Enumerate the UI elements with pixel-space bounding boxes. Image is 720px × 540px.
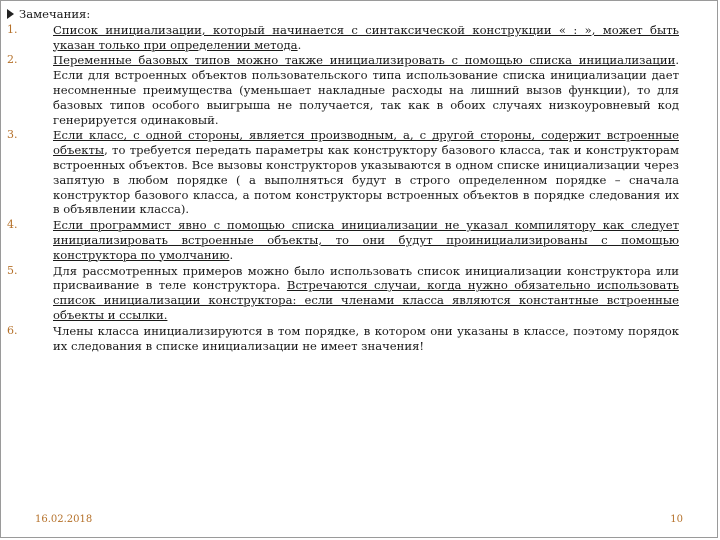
item-number: 3.: [7, 128, 18, 142]
item-text-underlined: Переменные базовых типов можно также инициализировать с помощью списка инициализации: [53, 53, 676, 68]
item-text: [53, 128, 679, 217]
item-text: [53, 218, 679, 262]
item-number: 2.: [7, 53, 18, 67]
list-item: [7, 218, 679, 262]
notes-list: [7, 23, 679, 354]
item-text-plain: .: [297, 37, 302, 52]
item-text-plain: Для рассмотренных примеров можно было использовать список инициализации конструктора или присваивание в теле конструктора.: [53, 263, 679, 293]
item-number: 1.: [7, 22, 18, 36]
item-text-plain: . Если для встроенных объектов пользовательского типа использование списка инициализации дает несомненные преимущества (уменьшает накладные расходы на лишний вызов функции), то для базовых типов особого выигрыша не получается, так как в обоих случаях низкоуровневый код генерируется одинаковый.: [53, 53, 679, 127]
item-text: [53, 264, 679, 323]
item-text-plain: .: [229, 247, 234, 262]
item-text-underlined: Список инициализации, который начинается с синтаксической конструкции « : », может быть указан только при определении метода: [53, 22, 679, 52]
notes-heading: [7, 7, 679, 22]
item-number: 4.: [7, 218, 18, 232]
item-text-plain: , то требуется передать параметры как конструктору базового класса, так и конструкторам встроенных объектов. Все вызовы конструкторов указываются в одном списке инициализации через запятую в любом порядке ( а выполняться будут в строго определенном порядке – сначала конструктор базового класса, а потом конструкторы встроенных объектов в порядке следования их в объявлении класса).: [53, 143, 679, 217]
arrow-bullet-icon: [7, 9, 14, 19]
item-text-underlined: Если класс, с одной стороны, является производным, а, с другой стороны, содержит встроенные объекты: [53, 128, 679, 158]
item-text-underlined: Встречаются случаи, когда нужно обязательно использовать список инициализации конструктора: если членами класса являются константные встроенные объекты и ссылки.: [53, 278, 679, 322]
list-item: [7, 264, 679, 323]
item-text-underlined: Если программист явно с помощью списка инициализации не указал компилятору как следует инициализировать встроенные объекты, то они будут проинициализированы с помощью конструктора по умолчанию: [53, 218, 679, 262]
footer-date: 16.02.2018: [35, 514, 93, 525]
page-number: 10: [670, 514, 683, 525]
item-text: [53, 324, 679, 354]
list-item: [7, 324, 679, 354]
item-text-plain: Члены класса инициализируются в том порядке, в котором они указаны в классе, поэтому порядок их следования в списке инициализации не имеет значения!: [53, 323, 679, 353]
item-number: 6.: [7, 323, 18, 337]
list-item: [7, 23, 679, 53]
item-text: [53, 53, 679, 127]
item-text: [53, 23, 679, 53]
list-item: [7, 128, 679, 217]
item-number: 5.: [7, 263, 18, 277]
notes-heading-text: Замечания:: [19, 7, 91, 21]
notes-content: [7, 7, 679, 354]
list-item: [7, 53, 679, 127]
